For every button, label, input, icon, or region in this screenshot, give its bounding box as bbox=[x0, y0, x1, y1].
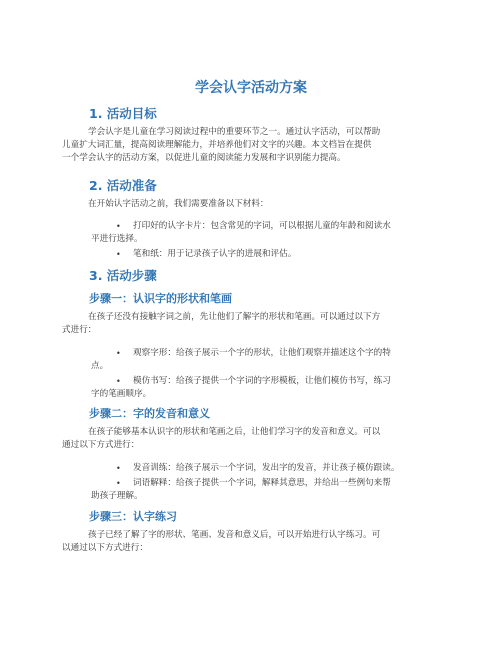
paragraph-line: 在开始认字活动之前，我们需要准备以下材料： bbox=[88, 199, 269, 209]
step-heading-3: 步骤三：认字练习 bbox=[89, 510, 177, 523]
paragraph-line: 通过以下方式进行： bbox=[62, 440, 140, 450]
bullet-icon: • bbox=[116, 222, 121, 231]
step-heading-1: 步骤一：认识字的形状和笔画 bbox=[89, 292, 232, 305]
list-item bbox=[91, 220, 441, 246]
list-item-line: 模仿书写：给孩子提供一个字词的字形模板，让他们模仿书写，练习 bbox=[133, 376, 391, 386]
list-item bbox=[91, 347, 441, 373]
list-item-line: 笔和纸：用于记录孩子认字的进展和评估。 bbox=[133, 249, 297, 259]
paragraph-line: 在孩子能够基本认识字的形状和笔画之后，让他们学习字的发音和意义。可以 bbox=[88, 427, 381, 437]
list-item-line: 打印好的认字卡片：包含常见的字词，可以根据儿童的年龄和阅读水 bbox=[133, 221, 391, 231]
bullet-icon: • bbox=[116, 349, 121, 358]
paragraph-step-1 bbox=[62, 311, 440, 337]
paragraph-step-3 bbox=[62, 529, 440, 555]
list-item-line: 点。 bbox=[91, 361, 109, 371]
paragraph-goal bbox=[62, 126, 440, 165]
bullet-icon: • bbox=[116, 479, 121, 488]
list-item bbox=[91, 477, 441, 503]
paragraph-line: 一个学会认字的活动方案，以促进儿童的阅读能力发展和字识别能力提高。 bbox=[62, 153, 346, 163]
paragraph-line: 孩子已经了解了字的形状、笔画、发音和意义后，可以开始进行认字练习。可 bbox=[88, 530, 381, 540]
section-heading-goal: 1. 活动目标 bbox=[89, 106, 157, 121]
step-heading-2: 步骤二：字的发音和意义 bbox=[89, 407, 210, 420]
section-heading-steps: 3. 活动步骤 bbox=[89, 268, 157, 283]
bullet-icon: • bbox=[116, 377, 121, 386]
paragraph-preparation bbox=[62, 198, 440, 211]
paragraph-line: 儿童扩大词汇量，提高阅读理解能力，并培养他们对文字的兴趣。本文档旨在提供 bbox=[62, 140, 372, 150]
list-item-line: 词语解释：给孩子提供一个字词，解释其意思，并给出一些例句来帮 bbox=[133, 478, 391, 488]
section-heading-preparation: 2. 活动准备 bbox=[89, 178, 157, 193]
list-item-line: 字的笔画顺序。 bbox=[91, 389, 152, 399]
paragraph-line: 学会认字是儿童在学习阅读过程中的重要环节之一。通过认字活动，可以帮助 bbox=[88, 127, 381, 137]
list-item-line: 发音训练：给孩子展示一个字词，发出字的发音，并让孩子模仿跟读。 bbox=[133, 463, 400, 473]
list-item-line: 观察字形：给孩子展示一个字的形状，让他们观察并描述这个字的特 bbox=[133, 348, 391, 358]
list-item-line: 助孩子理解。 bbox=[91, 491, 143, 501]
list-item-line: 平进行选择。 bbox=[91, 234, 143, 244]
list-item bbox=[91, 248, 441, 261]
bullet-icon: • bbox=[116, 464, 121, 473]
list-item bbox=[91, 462, 441, 475]
document-title: 学会认字活动方案 bbox=[195, 80, 307, 96]
paragraph-line: 以通过以下方式进行： bbox=[62, 543, 148, 553]
paragraph-line: 式进行： bbox=[62, 325, 97, 335]
bullet-icon: • bbox=[116, 250, 121, 259]
paragraph-step-2 bbox=[62, 426, 440, 452]
paragraph-line: 在孩子还没有接触字词之前，先让他们了解字的形状和笔画。可以通过以下方 bbox=[88, 312, 381, 322]
list-item bbox=[91, 375, 441, 401]
